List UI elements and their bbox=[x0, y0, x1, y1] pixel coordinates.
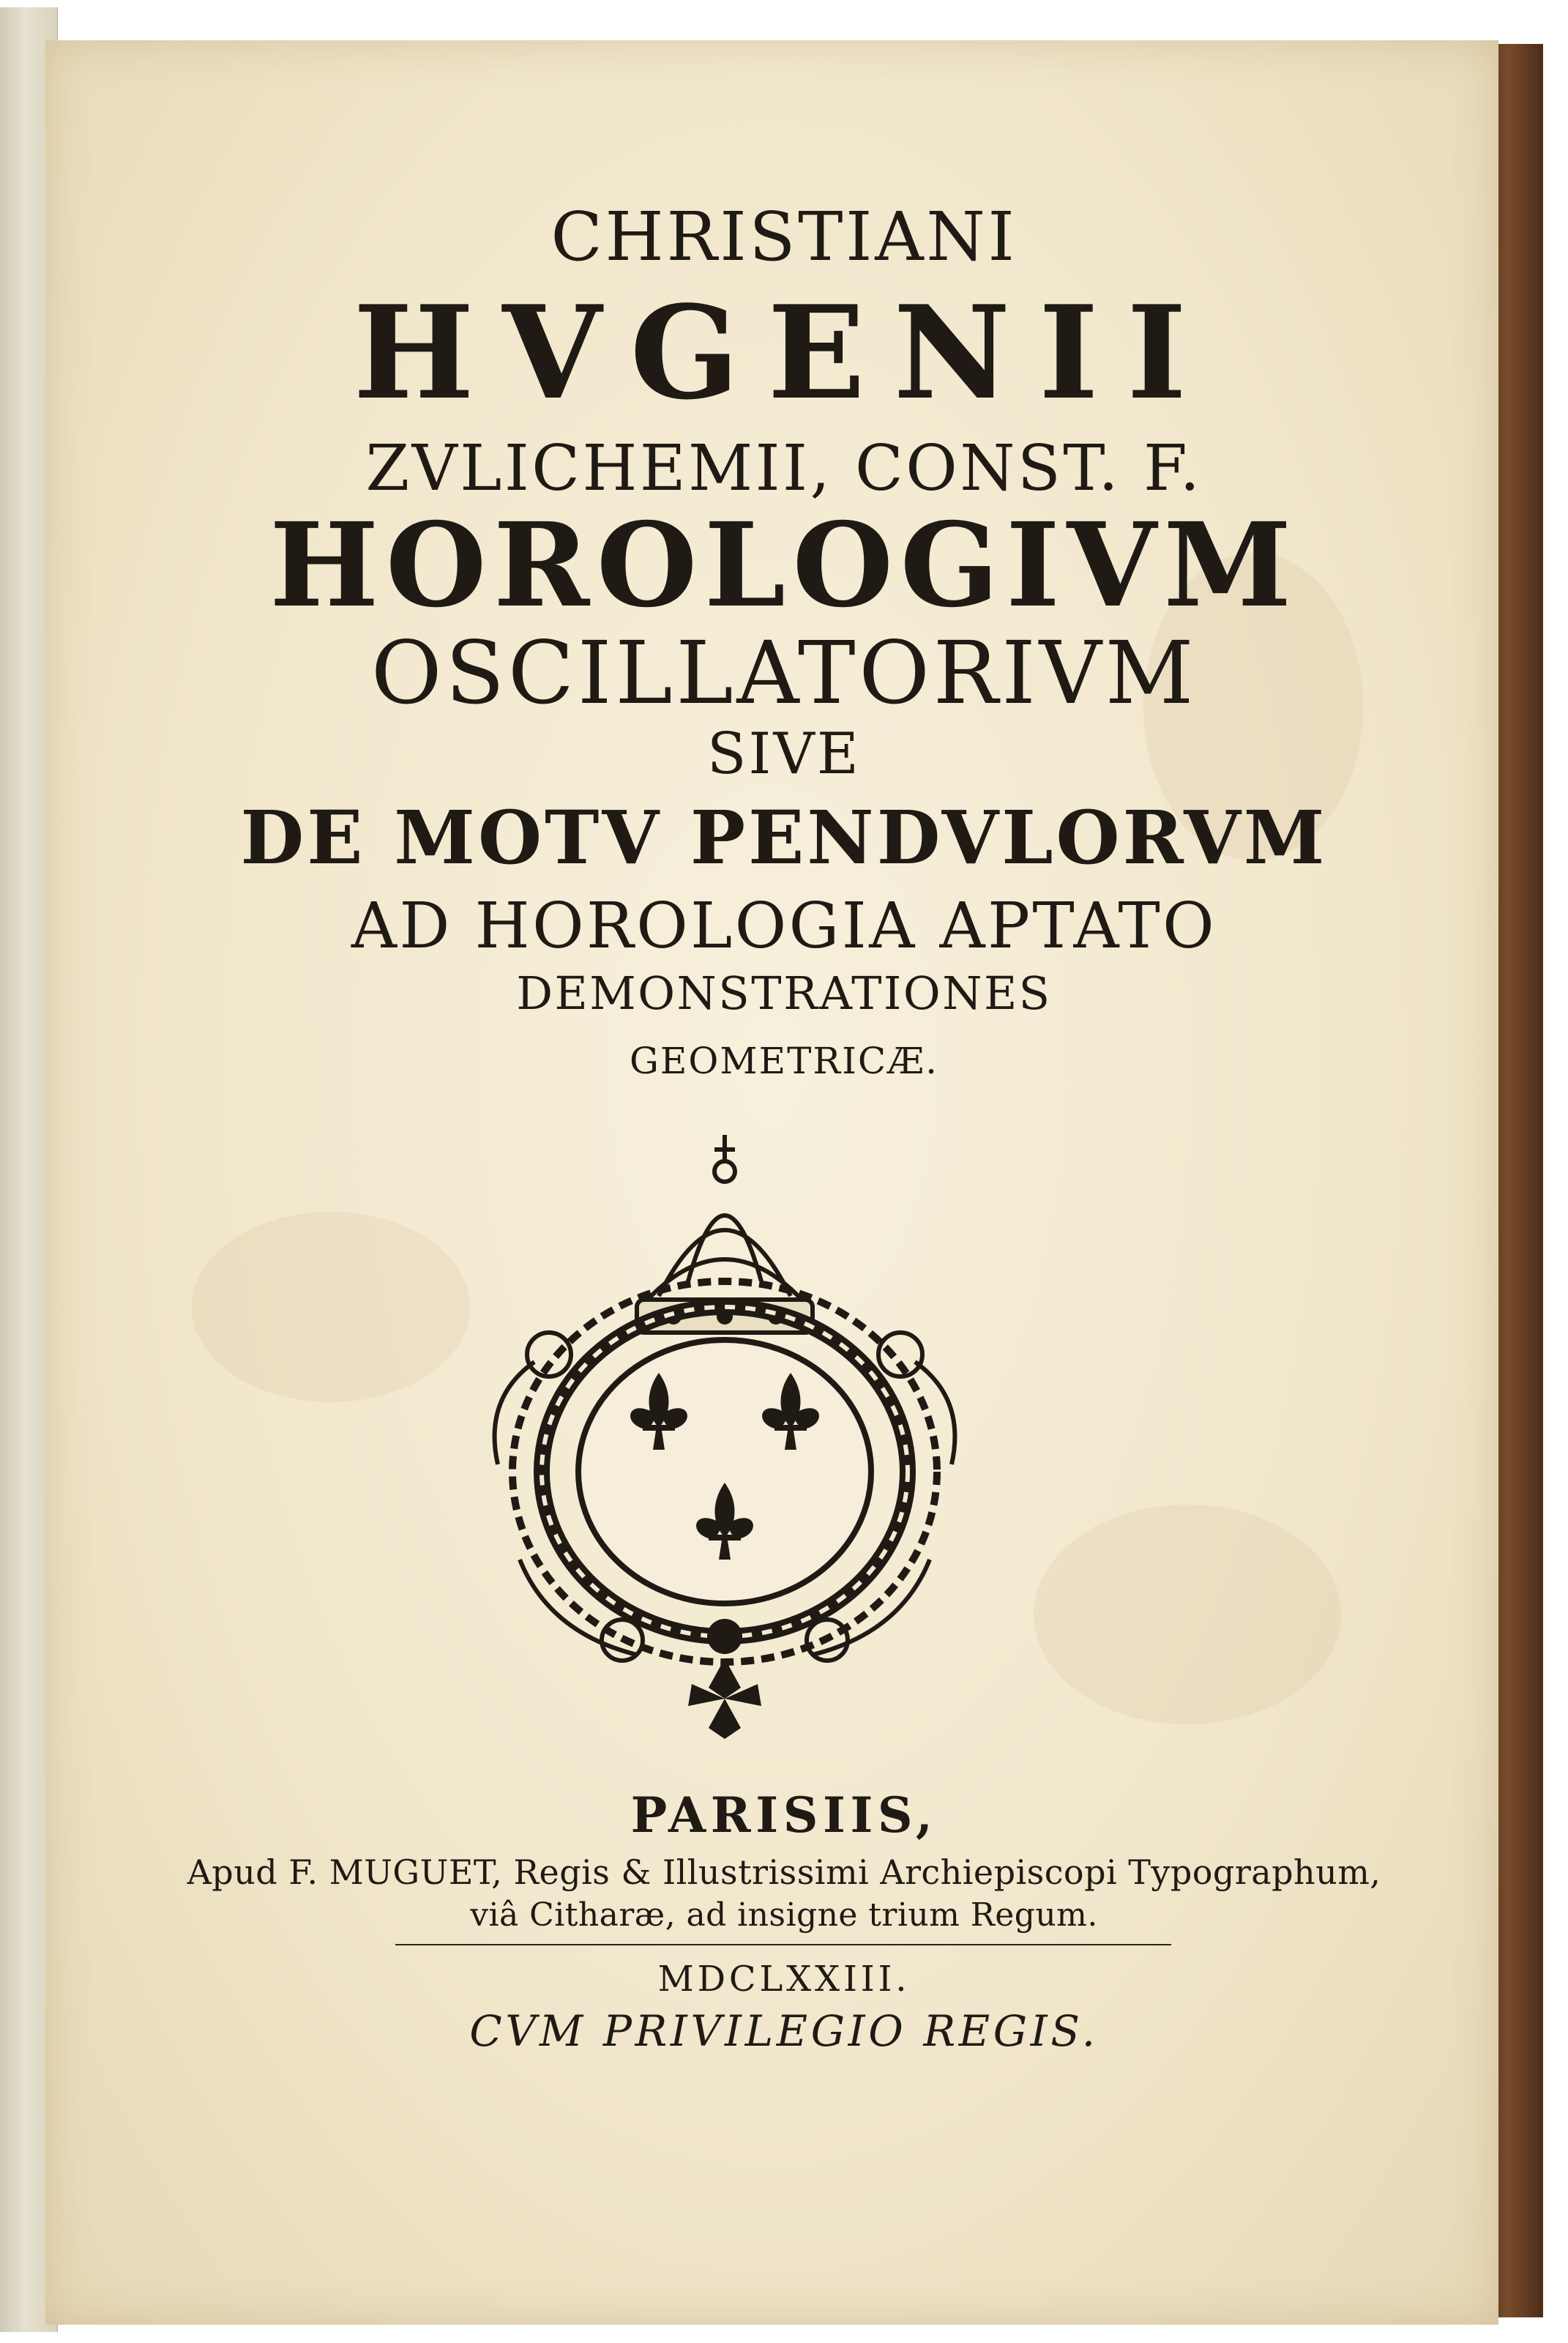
imprint-year: MDCLXXIII. bbox=[657, 1959, 911, 2000]
author-surname: HVGENII bbox=[353, 278, 1215, 428]
imprint-rule bbox=[395, 1944, 1171, 1945]
subtitle-line-1: DE MOTV PENDVLORVM bbox=[240, 794, 1328, 881]
main-title: HOROLOGIVM bbox=[269, 498, 1299, 633]
imprint-printer: Apud F. MUGUET, Regis & Illustrissimi Archiepiscopi Typographum, bbox=[187, 1852, 1381, 1892]
author-forename: CHRISTIANI bbox=[550, 198, 1018, 276]
title-sive: SIVE bbox=[707, 721, 861, 787]
subtitle-line-2: AD HOROLOGIA APTATO bbox=[351, 890, 1217, 963]
subtitle-line-3: DEMONSTRATIONES bbox=[516, 966, 1052, 1020]
imprint-city: PARISIIS, bbox=[630, 1787, 938, 1844]
subtitle-line-4: GEOMETRICÆ. bbox=[629, 1040, 939, 1082]
title-line-2: OSCILLATORIVM bbox=[370, 622, 1198, 723]
imprint-address: viâ Citharæ, ad insigne trium Regum. bbox=[470, 1896, 1098, 1934]
royal-privilege: CVM PRIVILEGIO REGIS. bbox=[469, 2006, 1099, 2056]
royal-arms-emblem bbox=[468, 1120, 981, 1743]
author-descriptor: ZVLICHEMII, CONST. F. bbox=[365, 432, 1203, 505]
